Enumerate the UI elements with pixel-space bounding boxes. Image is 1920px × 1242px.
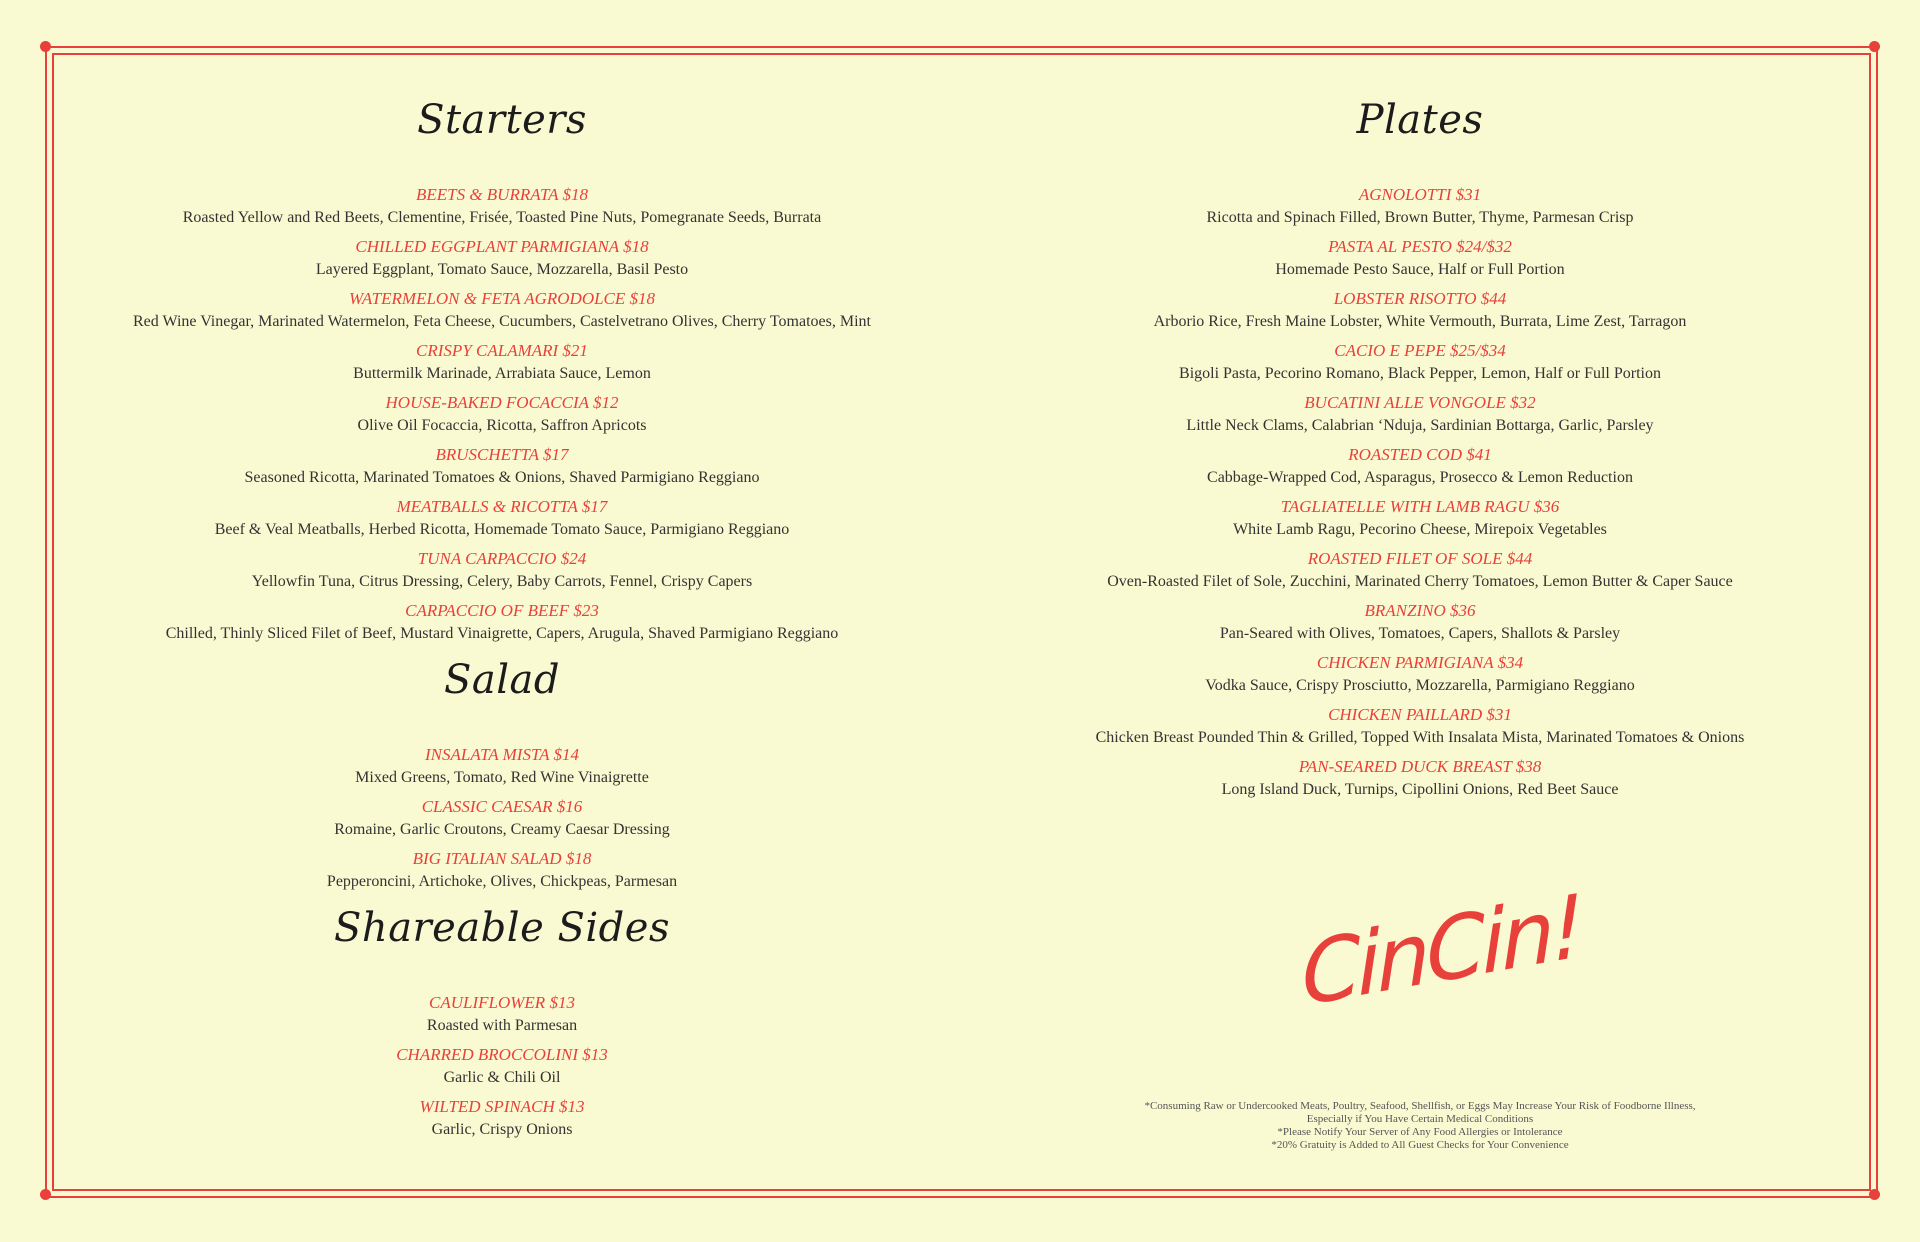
menu-item [72, 600, 932, 646]
menu-item [72, 340, 932, 386]
menu-item-name: PAN-SEARED DUCK BREAST $38 [1298, 757, 1542, 776]
menu-item [72, 1096, 932, 1142]
menu-item [72, 392, 932, 438]
menu-item [1010, 444, 1830, 490]
menu-item-name: TAGLIATELLE WITH LAMB RAGU $36 [1280, 497, 1560, 516]
section-title: Starters [417, 97, 587, 143]
menu-item-name: WATERMELON & FETA AGRODOLCE $18 [348, 289, 656, 308]
menu-item [72, 236, 932, 282]
corner-dot-bottom-right [1869, 1189, 1880, 1200]
disclaimer [1010, 1100, 1830, 1152]
menu-item [72, 496, 932, 542]
section-title: Shareable Sides [334, 905, 670, 951]
menu-item [1010, 392, 1830, 438]
menu-item-description: Roasted Yellow and Red Beets, Clementine, Frisée, Toasted Pine Nuts, Pomegranate Seeds, Burrata [182, 209, 822, 226]
menu-section [1010, 97, 1830, 802]
menu-item-description: Ricotta and Spinach Filled, Brown Butter, Thyme, Parmesan Crisp [1206, 209, 1634, 226]
menu-item-name: BEETS & BURRATA $18 [415, 185, 589, 204]
menu-item-name: ROASTED FILET OF SOLE $44 [1307, 549, 1533, 568]
menu-item [72, 992, 932, 1038]
menu-item-description: Layered Eggplant, Tomato Sauce, Mozzarella, Basil Pesto [315, 261, 689, 278]
menu-item-description: Bigoli Pasta, Pecorino Romano, Black Pepper, Lemon, Half or Full Portion [1179, 365, 1661, 382]
menu-item-name: CAULIFLOWER $13 [429, 993, 575, 1012]
menu-item-name: AGNOLOTTI $31 [1358, 185, 1482, 204]
disclaimer-line: *20% Gratuity is Added to All Guest Checks for Your Convenience [1271, 1139, 1569, 1151]
menu-item-name: CHARRED BROCCOLINI $13 [396, 1045, 608, 1064]
menu-item-description: Yellowfin Tuna, Citrus Dressing, Celery, Baby Carrots, Fennel, Crispy Capers [251, 573, 753, 590]
menu-item-name: CHILLED EGGPLANT PARMIGIANA $18 [355, 237, 649, 256]
menu-item-name: BIG ITALIAN SALAD $18 [412, 849, 592, 868]
menu-item-description: Mixed Greens, Tomato, Red Wine Vinaigrette [355, 769, 649, 786]
menu-item-name: INSALATA MISTA $14 [425, 745, 579, 764]
menu-item [72, 848, 932, 894]
menu-item-description: Pepperoncini, Artichoke, Olives, Chickpeas, Parmesan [326, 873, 678, 890]
menu-item-description: Garlic, Crispy Onions [431, 1121, 573, 1138]
menu-item-description: Buttermilk Marinade, Arrabiata Sauce, Lemon [353, 365, 651, 382]
menu-item-description: Beef & Veal Meatballs, Herbed Ricotta, Homemade Tomato Sauce, Parmigiano Reggiano [214, 521, 790, 538]
menu-item-description: Oven-Roasted Filet of Sole, Zucchini, Marinated Cherry Tomatoes, Lemon Butter & Caper Sauce [1107, 573, 1733, 590]
menu-item-description: Red Wine Vinegar, Marinated Watermelon, Feta Cheese, Cucumbers, Castelvetrano Olives, Cherry Tomatoes, Mint [133, 313, 871, 330]
menu-item-description: Cabbage-Wrapped Cod, Asparagus, Prosecco & Lemon Reduction [1207, 469, 1633, 486]
menu-item-description: Pan-Seared with Olives, Tomatoes, Capers, Shallots & Parsley [1219, 625, 1621, 642]
disclaimer-line: *Please Notify Your Server of Any Food Allergies or Intolerance [1277, 1126, 1563, 1138]
menu-item-name: BRANZINO $36 [1364, 601, 1476, 620]
corner-dot-top-left [40, 41, 51, 52]
corner-dot-top-right [1869, 41, 1880, 52]
menu-item-name: CHICKEN PAILLARD $31 [1328, 705, 1512, 724]
menu-item-description: Homemade Pesto Sauce, Half or Full Portion [1275, 261, 1565, 278]
menu-item-description: White Lamb Ragu, Pecorino Cheese, Mirepoix Vegetables [1233, 521, 1607, 538]
menu-item [1010, 600, 1830, 646]
disclaimer-line: *Consuming Raw or Undercooked Meats, Poultry, Seafood, Shellfish, or Eggs May Increase Your Risk of Foodborne Illness, [1144, 1100, 1696, 1112]
menu-item [72, 184, 932, 230]
menu-item [72, 1044, 932, 1090]
menu-item-description: Romaine, Garlic Croutons, Creamy Caesar Dressing [334, 821, 670, 838]
menu-item-description: Garlic & Chili Oil [443, 1069, 561, 1086]
menu-item-name: WILTED SPINACH $13 [419, 1097, 585, 1116]
menu-item [1010, 236, 1830, 282]
menu-item [72, 548, 932, 594]
menu-item-description: Seasoned Ricotta, Marinated Tomatoes & Onions, Shaved Parmigiano Reggiano [244, 469, 760, 486]
menu-item-description: Long Island Duck, Turnips, Cipollini Onions, Red Beet Sauce [1221, 781, 1619, 798]
menu-item [72, 744, 932, 790]
menu-item [1010, 704, 1830, 750]
left-column [72, 97, 932, 1148]
menu-item [1010, 548, 1830, 594]
menu-item [1010, 184, 1830, 230]
menu-item [72, 796, 932, 842]
menu-item-name: CHICKEN PARMIGIANA $34 [1316, 653, 1524, 672]
menu-item-name: PASTA AL PESTO $24/$32 [1328, 237, 1512, 256]
menu-item [72, 288, 932, 334]
menu-item-name: BRUSCHETTA $17 [435, 445, 569, 464]
menu-section [72, 905, 932, 1142]
cincin-logo: CinCin! [1300, 876, 1583, 1027]
menu-item-description: Arborio Rice, Fresh Maine Lobster, White Vermouth, Burrata, Lime Zest, Tarragon [1153, 313, 1687, 330]
menu-section [72, 657, 932, 894]
menu-item-name: TUNA CARPACCIO $24 [417, 549, 587, 568]
disclaimer-line: Especially if You Have Certain Medical Conditions [1306, 1113, 1534, 1125]
menu-item [1010, 652, 1830, 698]
menu-item-description: Vodka Sauce, Crispy Prosciutto, Mozzarella, Parmigiano Reggiano [1205, 677, 1635, 694]
menu-item [72, 444, 932, 490]
menu-item-description: Chilled, Thinly Sliced Filet of Beef, Mustard Vinaigrette, Capers, Arugula, Shaved Parmigiano Reggiano [165, 625, 839, 642]
menu-item-description: Roasted with Parmesan [426, 1017, 578, 1034]
menu-item [1010, 288, 1830, 334]
menu-item-name: CARPACCIO OF BEEF $23 [405, 601, 599, 620]
menu-item-name: ROASTED COD $41 [1348, 445, 1492, 464]
corner-dot-bottom-left [40, 1189, 51, 1200]
section-title: Plates [1356, 97, 1484, 143]
right-column [1010, 97, 1830, 808]
menu-section [72, 97, 932, 646]
menu-item-description: Little Neck Clams, Calabrian ‘Nduja, Sardinian Bottarga, Garlic, Parsley [1186, 417, 1654, 434]
menu-item-name: MEATBALLS & RICOTTA $17 [396, 497, 608, 516]
menu-item-name: CLASSIC CAESAR $16 [421, 797, 583, 816]
menu-item-name: BUCATINI ALLE VONGOLE $32 [1304, 393, 1536, 412]
menu-item [1010, 496, 1830, 542]
menu-item-name: LOBSTER RISOTTO $44 [1333, 289, 1507, 308]
menu-item [1010, 756, 1830, 802]
menu-item-name: HOUSE-BAKED FOCACCIA $12 [385, 393, 619, 412]
menu-item-name: CRISPY CALAMARI $21 [416, 341, 588, 360]
menu-item-name: CACIO E PEPE $25/$34 [1334, 341, 1506, 360]
menu-item-description: Chicken Breast Pounded Thin & Grilled, Topped With Insalata Mista, Marinated Tomatoes & Onions [1095, 729, 1745, 746]
menu-item-description: Olive Oil Focaccia, Ricotta, Saffron Apricots [357, 417, 647, 434]
menu-item [1010, 340, 1830, 386]
section-title: Salad [444, 657, 560, 703]
